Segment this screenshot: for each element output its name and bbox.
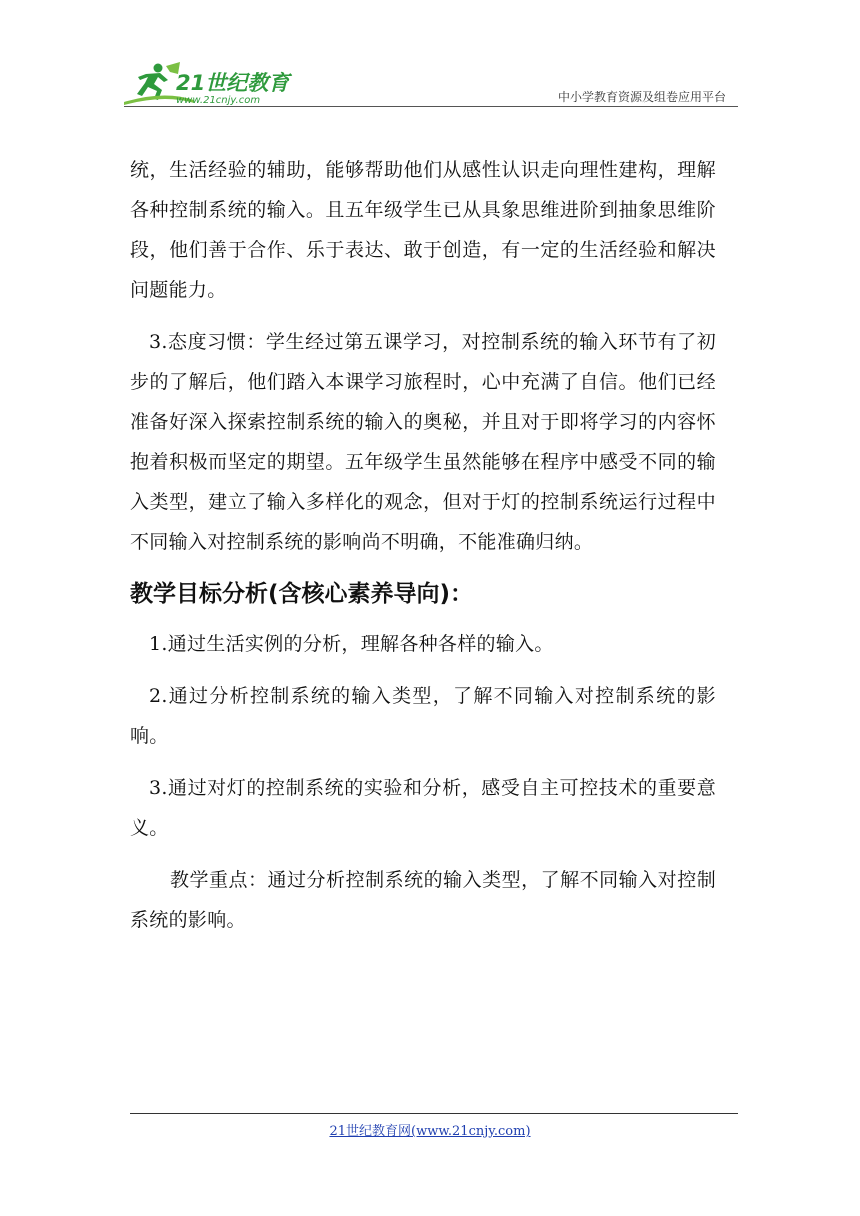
footer-site-link[interactable]: 21世纪教育网(www.21cnjy.com) — [329, 1124, 531, 1139]
section-heading: 教学目标分析(含核心素养导向)： — [130, 581, 474, 607]
platform-name: 中小学教育资源及组卷应用平台 — [557, 90, 726, 104]
paragraph-continuation: 统，生活经验的辅助，能够帮助他们从感性认识走向理性建构，理解各种控制系统的输入。且五年级学生已从具象思维进阶到抽象思维阶段，他们善于合作、乐于表达、敢于创造，有一定的生活经验和解决问题能力。 — [130, 159, 716, 301]
paragraph-attitude: 3.态度习惯：学生经过第五课学习，对控制系统的输入环节有了初步的了解后，他们踏入本课学习旅程时，心中充满了自信。他们已经准备好深入探索控制系统的输入的奥秘，并且对于即将学习的内容怀抱着积极而坚定的期望。五年级学生虽然能够在程序中感受不同的输入类型，建立了输入多样化的观念，但对于灯的控制系统运行过程中不同输入对控制系统的影响尚不明确，不能准确归纳。 — [130, 331, 716, 553]
svg-text:www.21cnjy.com: www.21cnjy.com — [176, 95, 261, 106]
header-divider — [124, 106, 738, 107]
document-body — [130, 150, 716, 952]
goal-item-1: 1.通过生活实例的分析，理解各种各样的输入。 — [149, 633, 554, 655]
goal-item-2: 2.通过分析控制系统的输入类型，了解不同输入对控制系统的影响。 — [130, 685, 716, 747]
footer-divider — [130, 1113, 738, 1114]
site-logo[interactable] — [124, 60, 294, 106]
page-header — [124, 58, 738, 108]
teaching-key-point: 教学重点：通过分析控制系统的输入类型，了解不同输入对控制系统的影响。 — [130, 869, 716, 931]
svg-text:21世纪教育: 21世纪教育 — [176, 71, 290, 95]
goal-item-3: 3.通过对灯的控制系统的实验和分析，感受自主可控技术的重要意义。 — [130, 777, 716, 839]
